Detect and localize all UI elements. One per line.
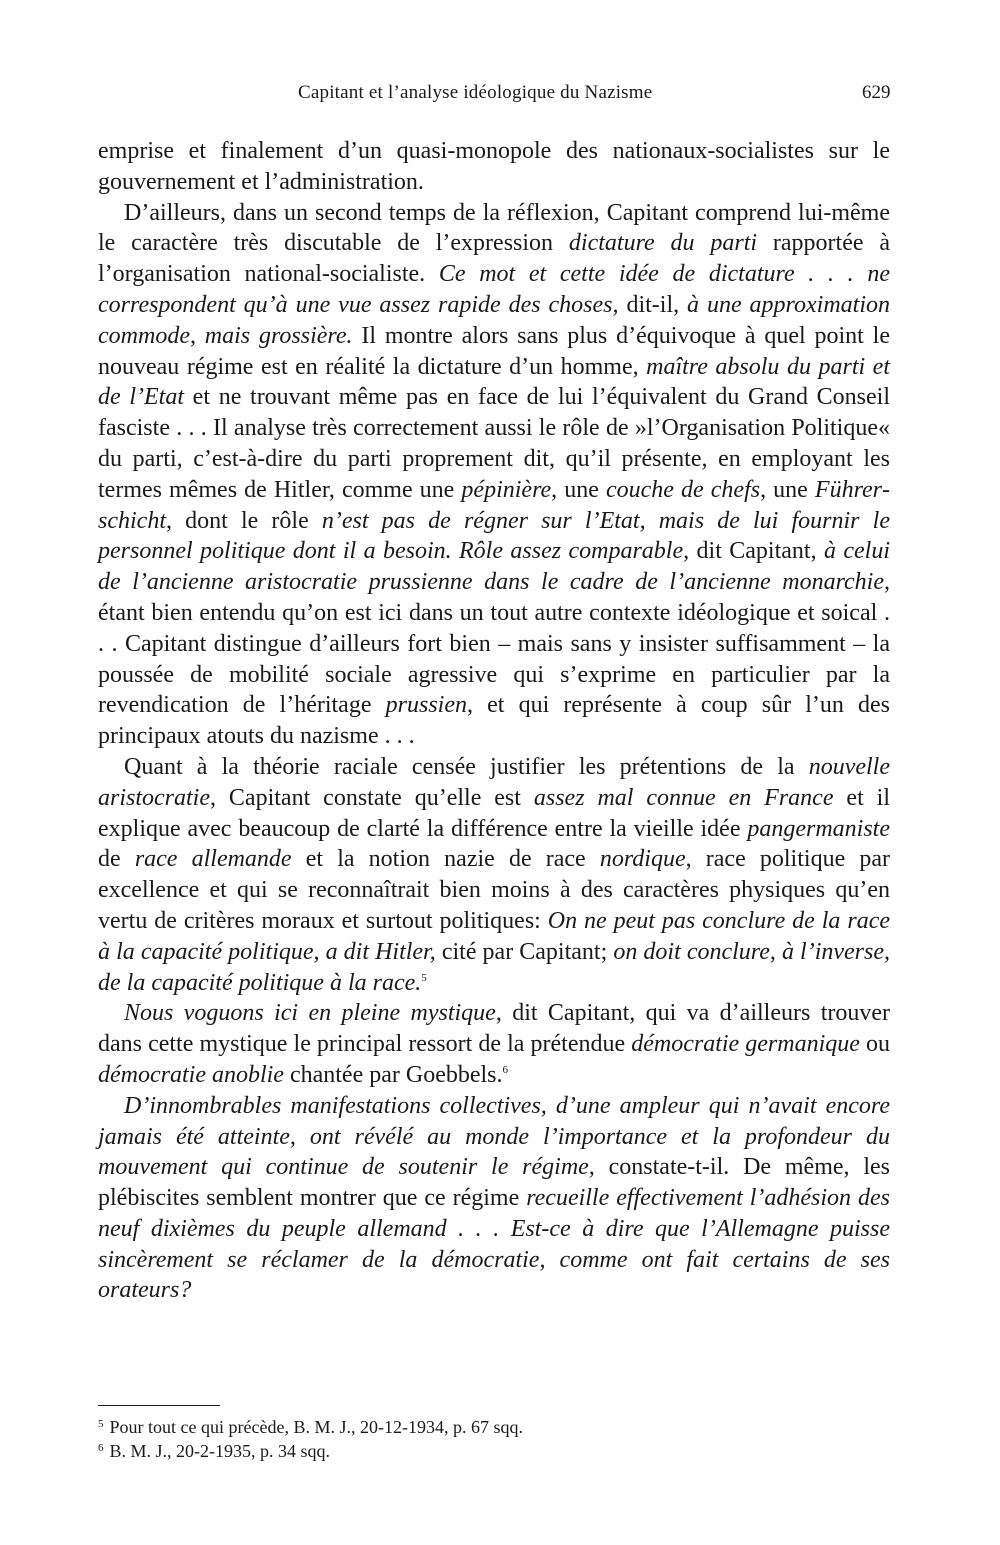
p3-text-1: Quant à la théorie raciale censée justifier les prétentions de la [124, 753, 809, 780]
footnote-text: Pour tout ce qui précède, B. M. J., 20-12-1934, p. 67 sqq. [109, 1417, 523, 1437]
p2-text-7: , une [760, 476, 815, 503]
footnote-6 [98, 1439, 890, 1463]
p5-italic-1: D’innombrables manifestations collectives, d’une ampleur qui n’avait encore jamais été atteinte, ont révélé au monde l’importance et la profondeur du mouvement qui continue de soutenir le régime, [98, 1092, 890, 1181]
footnote-5 [98, 1415, 890, 1439]
p2-italic-8: n’est pas de régner sur l’Etat, mais de lui fournir le personnel politique dont il a besoin. Rôle assez comparable, [98, 507, 890, 565]
footnote-ref-5[interactable]: 5 [421, 971, 427, 984]
p2-text-5: et ne trouvant même pas en face de lui l’équivalent du Grand Conseil fasciste . . . Il analyse très correctement aussi le rôle de »l’Organisation Politique« du parti, c’est-à-dire du parti proprement dit, qu’il présente, en employant les termes mêmes de Hitler, comme une [98, 384, 891, 503]
paragraph-1 [98, 136, 890, 198]
p5-text-1: constate-t-il. De même, les plébiscites semblent montrer que ce régime [98, 1154, 890, 1212]
p2-text-8: , dont le rôle [165, 507, 322, 534]
footnote-number: 5 [98, 1418, 104, 1430]
p3-text-5: et la notion nazie de race [291, 846, 600, 873]
paragraph-4 [98, 998, 890, 1090]
paragraph-5 [98, 1091, 890, 1307]
p2-italic-4: maître absolu du parti et de l’Etat [98, 353, 890, 411]
p3-text-4: de [98, 846, 135, 873]
p2-text-1: D’ailleurs, dans un second temps de la réflexion, Capitant comprend lui-même le caractère très discutable de l’expression [98, 199, 890, 257]
p3-italic-7: on doit conclure, à l’inverse, de la capacité politique à la race. [98, 938, 891, 996]
p2-italic-6: couche de chefs [606, 476, 761, 503]
p2-italic-7: Führerschicht [98, 476, 891, 534]
p3-italic-4: race allemande [134, 846, 292, 873]
p2-italic-2: Ce mot et cette idée de dictature . . . ne correspondent qu’à une vue assez rapide des choses, [98, 261, 890, 318]
running-head: Capitant et l’analyse idéologique du Nazisme [298, 82, 653, 103]
p2-italic-1: dictature du parti [568, 230, 758, 257]
p2-text-3: dit-il, [618, 291, 688, 318]
p4-italic-1: Nous voguons ici en pleine mystique [124, 1000, 496, 1027]
p2-italic-10: prussien [385, 692, 467, 719]
p3-italic-6: On ne peut pas conclure de la race à la capacité politique, a dit Hitler, [98, 907, 890, 965]
p1-text-1: emprise et finalement d’un quasi-monopole des nationaux-socialistes sur le gouvernement et l’administration. [98, 138, 890, 195]
p3-text-3: et il explique avec beaucoup de clarté la différence entre la vieille idée [98, 784, 891, 842]
paragraph-2 [98, 198, 890, 752]
p4-text-1: , dit Capitant, qui va d’ailleurs trouver dans cette mystique le principal ressort de la prétendue [98, 1000, 890, 1058]
p3-italic-5: nordique [599, 846, 686, 873]
p3-text-2: , Capitant constate qu’elle est [210, 784, 534, 811]
p2-text-4: Il montre alors sans plus d’équivoque à quel point le nouveau régime est en réalité la dictature d’un homme, [98, 322, 890, 380]
p3-italic-1: nouvelle aristocratie [98, 753, 890, 811]
p2-text-2: rapportée à l’organisation national-socialiste. [98, 230, 891, 288]
footnote-number: 6 [98, 1442, 104, 1454]
body-text [98, 136, 890, 1306]
paragraph-3 [98, 752, 890, 998]
p2-italic-3: à une approximation commode, mais grossière. [98, 291, 890, 349]
p2-italic-5: pépinière [461, 476, 552, 503]
p4-text-2: ou [859, 1031, 891, 1058]
p4-italic-3: démocratie anoblie [98, 1061, 284, 1088]
footnote-text: B. M. J., 20-2-1935, p. 34 sqq. [109, 1441, 331, 1461]
p2-text-10: étant bien entendu qu’on est ici dans un tout autre contexte idéologique et soical . . . Capitant distingue d’ailleurs fort bien – mais sans y insister suffisamment – la poussée de mobilité sociale agressive qui s’exprime en particulier par la revendication de l’héritage [98, 599, 890, 719]
footnote-ref-6[interactable]: 6 [502, 1063, 509, 1076]
p2-text-11: , et qui représente à coup sûr l’un des principaux atouts du nazisme . . . [98, 692, 890, 750]
p3-text-7: cité par Capitant; [435, 938, 614, 965]
footnote-rule [98, 1405, 220, 1406]
page-number: 629 [862, 82, 891, 103]
p3-italic-2: assez mal connue en France [533, 784, 834, 811]
footnotes [98, 1415, 890, 1463]
p4-italic-2: démocratie germanique [631, 1031, 860, 1058]
p2-text-9: dit Capitant, [689, 538, 824, 565]
p3-text-6: , race politique par excellence et qui se reconnaîtrait bien moins à des caractères physiques qu’en vertu de critères moraux et surtout politiques: [98, 846, 891, 934]
p2-italic-9: à celui de l’ancienne aristocratie prussienne dans le cadre de l’ancienne monarchie, [98, 538, 891, 596]
p5-italic-2: recueille effectivement l’adhésion des neuf dixièmes du peuple allemand . . . Est-ce à dire que l’Allemagne puisse sincèrement se réclamer de la démocratie, comme ont fait certains de ses orateurs? [98, 1185, 890, 1304]
p3-italic-3: pangermaniste [747, 815, 890, 842]
p4-text-3: chantée par Goebbels. [283, 1061, 503, 1088]
p2-text-6: , une [551, 476, 606, 503]
